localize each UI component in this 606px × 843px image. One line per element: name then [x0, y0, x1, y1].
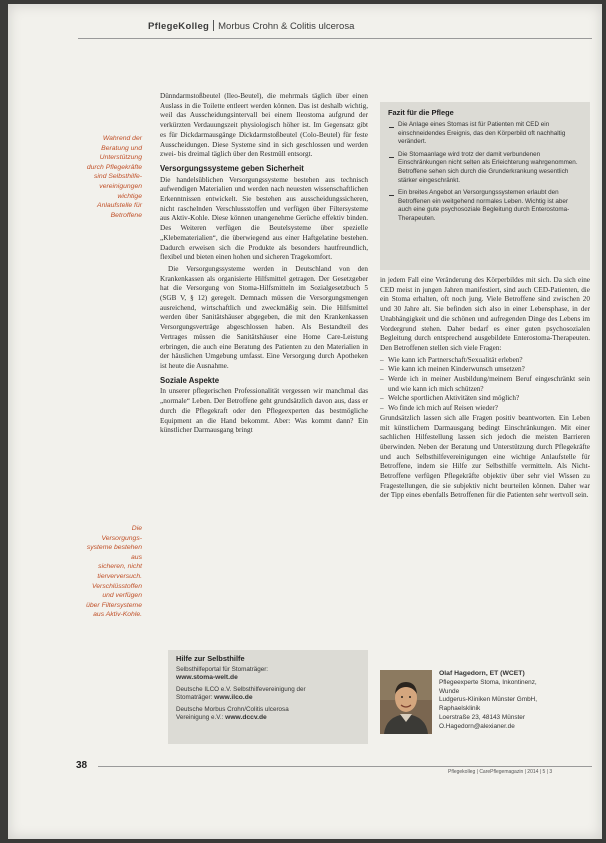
- question-item: – Welche sportlichen Aktivitäten sind möglich?: [380, 394, 590, 404]
- header-topic: Morbus Crohn & Colitis ulcerosa: [218, 21, 355, 32]
- fazit-box: [380, 102, 590, 270]
- header-kolleg: PflegeKolleg: [148, 21, 210, 32]
- group-text: [176, 694, 360, 702]
- quote-line: und verfügen: [102, 592, 142, 600]
- quote-line: über Filtersysteme: [86, 601, 142, 609]
- quote-line: vereinigungen: [99, 182, 142, 190]
- question-item: – Wie kann ich Partnerschaft/Sexualität erleben?: [380, 356, 590, 366]
- quote-line: Wahrend der: [102, 135, 142, 142]
- quote-line: Verschlüsstoffen: [92, 582, 142, 590]
- footer-source: Pflegekolleg | CarePflegemagazin | 2014 | 5 | 3: [448, 769, 553, 775]
- quote-line: Unterstützung: [99, 154, 142, 162]
- group-link[interactable]: www.dccv.de: [225, 714, 267, 722]
- group-link[interactable]: www.stoma-welt.de: [176, 674, 238, 682]
- quote-line: sind Selbsthilfe-: [94, 173, 142, 181]
- paragraph: Grundsätzlich lassen sich alle Fragen positiv beantworten. Ein Leben mit künstlichem Darmausgang bedingt Einschränkungen. Mit einer sachlichen Hilfestellung lassen sich jedoch die meisten Barrieren überwinden. Neben der Beratung und Unterstützung durch Pflegekräfte und auch Selbsthilfevereinigungen eine wichtige Anlaufstelle für Betroffene, indem sie Hilfe zur Selbsthilfe vermitteln. Als Nicht-Betroffene verfügen Pflegekräfte objektiv über sehr viel Wissen zu Fragestellungen, die sie subjektiv nicht beurteilen können. Daher war der Tipp eines ebenfalls Betroffenen für die Patienten sehr wertvoll sein.: [380, 413, 590, 500]
- paragraph: Die Versorgungssysteme werden in Deutschland von den Krankenkassen als organisierte Hilfsmittel getragen. Der Gesetzgeber hat die Versorgung von Stoma-Hilfsmitteln im Sozialgesetzbuch 5 (SGB V, § 12) geregelt. Demnach müssen die Versorgungsmengen ausreichend, wirtschaftlich und zweckmäßig sein. Die Hilfsmittel werden über Sanitätshäuser abgegeben, die mit den Krankenkassen Versorgungsverträge abgeschlossen haben. Als Bestandteil des Vertrages müssen die Sanitätshäuser eine Home Care-Leistung erbringen, die auch eine Beratung des Patienten zu den Materialien in der häuslichen Umgebung umfasst. Eine Versorgung durch Apotheken ist heute die Ausnahme.: [160, 264, 368, 370]
- fazit-list: [388, 121, 582, 224]
- selbsthilfe-group: [176, 666, 360, 683]
- question-item: – Werde ich in meiner Ausbildung/meinem Beruf eingeschränkt sein und wie kann ich mich schützen?: [380, 375, 590, 394]
- author-email[interactable]: O.Hagedorn@alexianer.de: [439, 722, 515, 730]
- group-text-part: Stomaträger:: [176, 694, 213, 702]
- header-rule: [78, 38, 592, 39]
- paragraph: Dünndarmstoßbeutel (Ileo-Beutel), die mehrmals täglich über einen Auslass in die Toilette entleert werden können. Das ist deshalb wichtig, weil das Ausscheidungsintervall bei einem Ileostoma aufgrund der verkürzten Verdauungszeit physiologisch höher ist. Im Gegensatz gibt es für Dickdarmausgänge Dickdarmstoßbeutel (Colo-Beutel) für feste Ausscheidungen. Diese Systeme sind in sich geschlossen und werden zwei- bis dreimal täglich über den Restmüll entsorgt.: [160, 92, 368, 159]
- group-text: Selbsthilfeportal für Stomaträger:: [176, 666, 269, 673]
- page-number: 38: [76, 760, 88, 771]
- selbsthilfe-group: [176, 706, 360, 723]
- quote-line: Anlaufstelle für: [97, 202, 142, 210]
- question-item: – Wo finde ich mich auf Reisen wieder?: [380, 404, 590, 414]
- quote-line: sicheren, nicht: [98, 563, 142, 571]
- fazit-item: Die Stomaanlage wird trotz der damit verbundenen Einschränkungen nicht selten als Erleichterung wahrgenommen. Betroffene sehen sich durch die Grunderkrankung wesentlich stärker eingeschränkt.: [388, 151, 582, 185]
- fazit-title: Fazit für die Pflege: [388, 108, 454, 117]
- sidebar-quote-2: [70, 524, 142, 620]
- question-item: – Wie kann ich meinen Kinderwunsch umsetzen?: [380, 365, 590, 375]
- running-header: [148, 20, 354, 32]
- quote-line: aus Aktiv-Kohle.: [93, 611, 142, 619]
- footer-rule: [98, 766, 592, 767]
- quote-line: wichtige: [117, 192, 142, 200]
- author-line: Loerstraße 23, 48143 Münster: [439, 713, 525, 721]
- selbsthilfe-group: [176, 686, 360, 703]
- quote-line: Versorgungs-: [101, 534, 142, 542]
- body-column-left: [160, 92, 368, 438]
- author-line: Wunde: [439, 687, 460, 695]
- fazit-item: Ein breites Angebot an Versorgungssystemen erlaubt den Betroffenen ein weitgehend normales Leben. Wichtig ist aber auch eine gute psychosoziale Begleitung durch Enterostoma-Therapeuten.: [388, 189, 582, 223]
- group-text: Deutsche Morbus Crohn/Colitis ulcerosa: [176, 705, 289, 713]
- quote-line: Die: [131, 525, 142, 532]
- author-info: [439, 670, 599, 732]
- section-heading: Versorgungssysteme geben Sicherheit: [160, 163, 304, 173]
- author-name: Olaf Hagedorn, ET (WCET): [439, 670, 525, 677]
- quote-line: durch Pflegekräfte: [86, 163, 142, 171]
- paragraph: Die handelsüblichen Versorgungssysteme bestehen aus technisch aufwendigen Materialien und werden nach neuesten wissenschaftlichen Erkenntnissen entwickelt. Sie bestehen aus ausscheidungssicheren, nicht raschelnden Verschlussstoffen und verfügen über Filtersysteme aus Aktiv-Kohle. Diese können unangenehme Gerüche effektiv binden. Des Weiteren verfügen die Beutelsysteme über spezielle „Klebematerialien“, die überwiegend aus einer Haftgelatine bestehen. Dadurch erweisen sich die Produkte als besonders hautfreundlich, flexibel und bieten einen hohen und sicheren Tragekomfort.: [160, 175, 368, 262]
- group-text: Deutsche ILCO e.V. Selbsthilfevereinigung der: [176, 685, 306, 693]
- quote-line: aus: [131, 553, 142, 561]
- paragraph: In unserer pflegerischen Professionalität vergessen wir manchmal das „normale“ Leben. Der Betroffene geht grundsätzlich davon aus, dass er durch die Pflegekraft oder den Pflegeexperten das bestmögliche Equipment an die Hand bekommt. Aber: Was kommt dann? Ein künstlicher Darmausgang bringt: [160, 387, 368, 435]
- selbsthilfe-box: [168, 650, 368, 744]
- author-line: Ludgerus-Kliniken Münster GmbH,: [439, 696, 538, 704]
- magazine-page: [8, 4, 602, 839]
- quote-line: Beratung und: [101, 144, 142, 152]
- author-line: Raphaelsklinik: [439, 705, 481, 713]
- body-column-right: [380, 276, 590, 503]
- section-heading: Soziale Aspekte: [160, 375, 220, 385]
- author-portrait-icon: [380, 670, 432, 734]
- quote-line: tierverversuch.: [97, 572, 142, 580]
- group-text: [176, 714, 360, 722]
- group-link[interactable]: www.ilco.de: [214, 694, 253, 702]
- paragraph: in jedem Fall eine Veränderung des Körperbildes mit sich. Da sich eine CED meist in jungen Jahren manifestiert, sind auch CED-Patienten, die ein Stoma erhalten, oft noch jung. Viele Betroffene sind zwischen 20 und 30 Jahre alt. Sie befinden sich also in einer Lebensphase, in der Unabhängigkeit und die schönen und aufregenden Dinge des Lebens im Vordergrund stehen. Daher bedarf es einer guten psychosozialen Begleitung durch entsprechend ausgebildete Enterostoma-Therapeuten. Den Betroffenen stellen sich viele Fragen:: [380, 276, 590, 352]
- quote-line: Betroffene: [110, 211, 142, 219]
- fazit-item: Die Anlage eines Stomas ist für Patienten mit CED ein einschneidendes Ereignis, das den Körperbild oft nachhaltig verändert.: [388, 121, 582, 147]
- group-text-part: Vereinigung e.V.:: [176, 714, 224, 722]
- selbsthilfe-title: Hilfe zur Selbsthilfe: [176, 654, 245, 663]
- author-line: Pflegeexperte Stoma, Inkontinenz,: [439, 678, 537, 686]
- sidebar-quote-1: [70, 134, 142, 220]
- quote-line: systeme bestehen: [86, 544, 142, 552]
- header-separator: [213, 20, 214, 31]
- author-photo: [380, 670, 432, 734]
